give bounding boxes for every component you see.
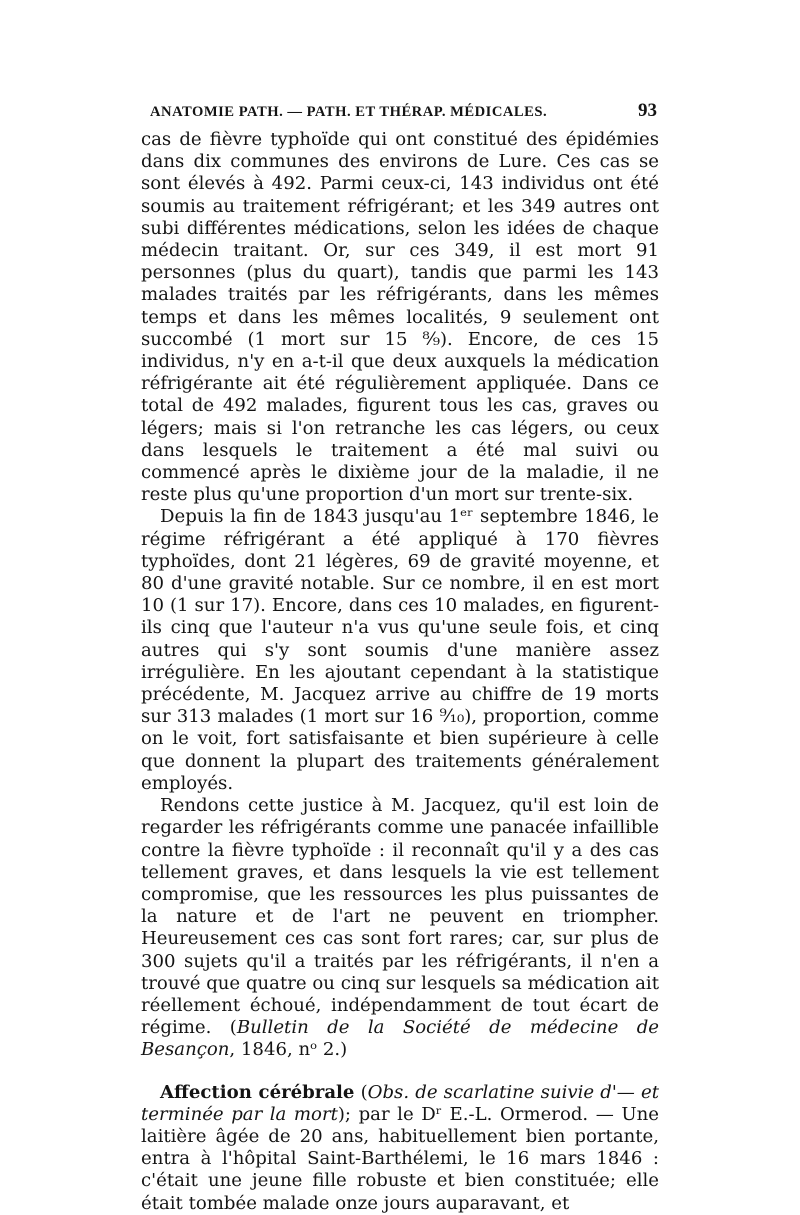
paragraph-jacquez-text: Rendons cette justice à M. Jacquez, qu'il est loin de regarder les réfrigérants comme une panacée infaillible contre la fièvre typhoïde : il reconnaît qu'il y a des cas tellement graves, et dans lesquels la vie est tellement compromise, que les ressources les plus puissantes de la nature et de l'art ne peuvent en triompher. Heureusement ces cas sont fort rares; car, sur plus de 300 sujets qu'il a traités par les réfrigérants, il n'en a trouvé que quatre ou cinq sur lesquels sa médication ait réellement échoué, indépendamment de tout écart de régime. ( xyxy=(141,795,659,1039)
observation-title: Obs. de scarlatine suivie d'— et terminée par la mort xyxy=(141,1081,660,1125)
bulletin-citation: Bulletin de la Société de médecine de Besançon xyxy=(141,1017,659,1061)
paren-open: ( xyxy=(354,1081,368,1103)
paragraph-cerebral-affection xyxy=(141,1082,659,1215)
citation-end: , 1846, nᵒ 2.) xyxy=(229,1039,348,1061)
paragraph-typhoid-lure: cas de fièvre typhoïde qui ont constitué des épidémies dans dix communes des environs de Lure. Ces cas se sont élevés à 492. Parmi ceux-ci, 143 individus ont été soumis au traitement réfrigérant; et les 349 autres ont subi différentes médications, selon les idées de chaque médecin traitant. Or, sur ces 349, il est mort 91 personnes (plus du quart), tandis que parmi les 143 malades traités par les réfrigérants, dans les mêmes temps et dans les mêmes localités, 9 seulement ont succombé (1 mort sur 15 ⁸⁄₉). Encore, de ces 15 individus, n'y en a-t-il que deux auxquels la médication réfrigérante ait été régulièrement appliquée. Dans ce total de 492 malades, figurent tous les cas, graves ou légers; mais si l'on retranche les cas légers, ou ceux dans lesquels le traitement a été mal suivi ou commencé après le dixième jour de la maladie, il ne reste plus qu'une proportion d'un mort sur trente-six. xyxy=(141,129,659,506)
page-number: 93 xyxy=(638,100,657,121)
paragraph-cerebral-text: ); par le Dʳ E.-L. Ormerod. — Une laitière âgée de 20 ans, habituellement bien portante, entra à l'hôpital Saint-Barthélemi, le 16 mars 1846 : c'était une jeune fille robuste et bien constituée; elle était tombée malade onze jours auparavant, et xyxy=(141,1103,659,1214)
body-text xyxy=(141,129,659,1215)
paragraph-statistics-1843: Depuis la fin de 1843 jusqu'au 1ᵉʳ septembre 1846, le régime réfrigérant a été appliqué à 170 fièvres typhoïdes, dont 21 légères, 69 de gravité moyenne, et 80 d'une gravité notable. Sur ce nombre, il en est mort 10 (1 sur 17). Encore, dans ces 10 malades, en figurent-ils cinq que l'auteur n'a vus qu'une seule fois, et cinq autres qui s'y sont soumis d'une manière assez irrégulière. En les ajoutant cependant à la statistique précédente, M. Jacquez arrive au chiffre de 19 morts sur 313 malades (1 mort sur 16 ⁹⁄₁₀), proportion, comme on le voit, fort satisfaisante et bien supérieure à celle que donnent la plupart des traitements généralement employés. xyxy=(141,506,659,794)
paragraph-jacquez-justice xyxy=(141,795,659,1061)
section-heading: Affection cérébrale xyxy=(160,1081,355,1103)
page-header xyxy=(150,100,657,124)
running-title: ANATOMIE PATH. — PATH. ET THÉRAP. MÉDICALES. xyxy=(150,104,548,120)
